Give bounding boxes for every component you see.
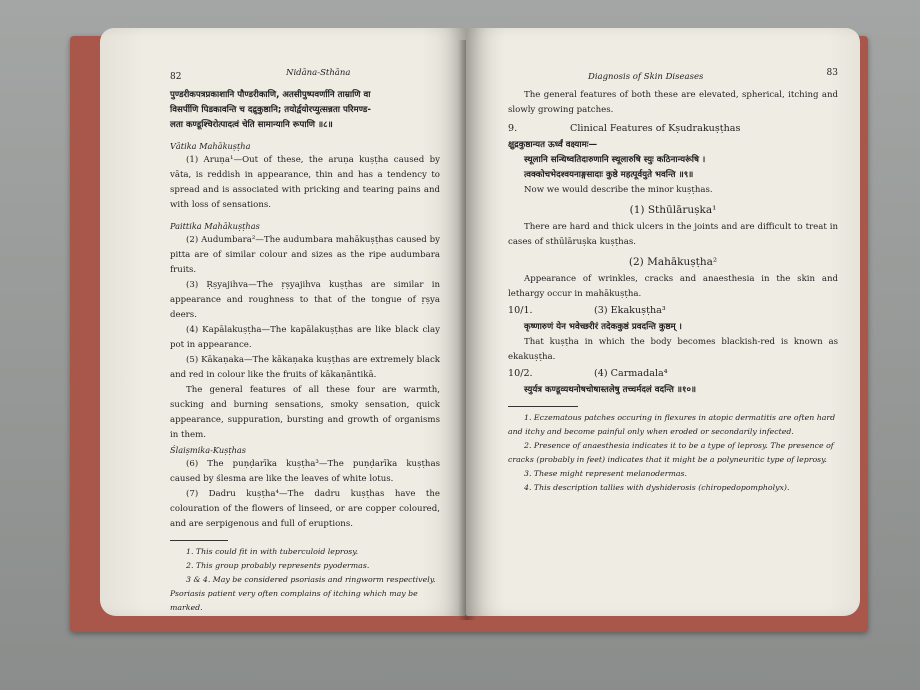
verse-label-row: [508, 302, 838, 320]
sanskrit-line: कृष्णारुणं येन भवेच्छरीरं तदेककुष्ठं प्रवदन्ति कुष्ठम् ।: [524, 322, 682, 332]
right-page: [466, 28, 860, 616]
right-page-header: [508, 66, 838, 88]
sanskrit-line: स्युर्यत्र कण्डूव्यथनोषचोषास्तलेषु तच्चर्मदलं वदन्ति ॥१०॥: [524, 385, 697, 395]
footnote: 3. These might represent melanodermas.: [524, 469, 687, 478]
paragraph: (7) Dadru kuṣṭha⁴—The dadru kuṣṭhas have the colouration of the flowers of linseed, or are copper coloured, and are serpigenous and full of eruptions.: [170, 489, 440, 529]
paragraph: (3) Ṛṣyajihva—The ṛṣyajihva kuṣṭhas are similar in appearance and roughness to that of the tongue of ṛṣya deers.: [170, 280, 440, 320]
sanskrit-line: क्षुद्रकुष्ठान्यत ऊर्ध्वं वक्ष्यामः—: [508, 140, 598, 150]
left-page-number: 82: [170, 72, 182, 82]
paragraph: Now we would describe the minor kuṣṭhas.: [524, 185, 713, 195]
paragraph: (2) Audumbara²—The audumbara mahākuṣṭhas caused by pitta are of similar colour and sizes as the ripe audumbara fruits.: [170, 235, 440, 275]
sub-heading: (2) Mahākuṣṭha²: [628, 256, 718, 268]
paragraph: That kuṣṭha in which the body becomes blackish-red is known as ekakuṣṭha.: [508, 337, 838, 362]
verse-label-row: [508, 365, 838, 383]
sub-heading: (4) Carmadala⁴: [594, 368, 668, 379]
footnote-rule: [170, 540, 228, 541]
footnote: 1. Eczematous patches occuring in flexures in atopic dermatitis are often hard and itchy and become painful only when eroded or secondarily infected.: [508, 413, 836, 436]
sanskrit-line: स्थूलानि सन्धिष्वतिदारुणानि स्थूलारुषि स्युः कठिनान्यरूंषि ।: [524, 155, 706, 165]
footnote: 2. This group probably represents pyodermas.: [186, 561, 370, 570]
sanskrit-line: लता कण्डूश्चिरोत्पादत्वं चेति सामान्यानि रूपाणि ॥८॥: [170, 120, 333, 130]
sub-heading: (1) Sthūlāruṣka¹: [629, 204, 717, 216]
paragraph: (5) Kākaṇaka—The kākaṇaka kuṣṭhas are extremely black and red in colour like the fruits of kākaṇāntikā.: [170, 355, 440, 380]
verse-label: 10/2.: [508, 368, 533, 379]
paragraph: (6) The puṇḍarīka kuṣṭha³—The puṇḍarīka kuṣṭhas caused by ślesma are like the leaves of white lotus.: [170, 459, 440, 484]
sanskrit-line: विसर्पीणि पिडकावन्ति च दद्रुकुष्ठानि; तयोर्द्वयोरप्युत्सन्नता परिमण्ड-: [170, 105, 371, 115]
section-title: Clinical Features of Kṣudrakuṣṭhas: [570, 123, 741, 134]
left-page: [100, 28, 466, 616]
paragraph: (1) Aruṇa¹—Out of these, the aruṇa kuṣṭha caused by vāta, is reddish in appearance, thin and has a tendency to spread and is associated with pricking and tearing pains and with loss of sensations.: [170, 155, 440, 210]
paragraph: The general features of all these four are warmth, sucking and burning sensations, smoky sensation, quick appearance, suppuration, bursting and growth of organisms in them.: [170, 385, 440, 440]
section-number: 9.: [508, 123, 518, 134]
section-heading: [508, 120, 838, 138]
right-running-head: Diagnosis of Skin Diseases: [588, 72, 704, 82]
verse-label: 10/1.: [508, 305, 533, 316]
footnote: 3 & 4. May be considered psoriasis and ringworm respectively. Psoriasis patient very often complains of itching which may be marked.: [170, 575, 436, 612]
left-running-head: Nidāna-Sthāna: [286, 68, 351, 78]
section-heading: Vātika Mahākuṣṭha: [170, 141, 251, 151]
footnote-rule: [508, 406, 578, 407]
footnote: 4. This description tallies with dyshiderosis (chiropedopompholyx).: [524, 483, 790, 492]
paragraph: There are hard and thick ulcers in the joints and are difficult to treat in cases of sthūlāruṣka kuṣṭhas.: [508, 222, 838, 247]
left-page-header: [170, 66, 440, 88]
section-heading: Ślaiṣmika-Kuṣṭhas: [170, 445, 246, 455]
paragraph: The general features of both these are elevated, spherical, itching and slowly growing patches.: [508, 90, 838, 115]
footnote: 2. Presence of anaesthesia indicates it to be a type of leprosy. The presence of cracks (probably in feet) indicates that it might be a polyneuritic type of leprosy.: [508, 441, 834, 464]
section-heading: Paittika Mahākuṣṭhas: [170, 221, 260, 231]
sanskrit-line: त्वक्कोचभेदश्वयनाङ्गसादाः कुष्ठे महत्पूर्वयुते भवन्ति ॥९॥: [524, 170, 694, 180]
paragraph: Appearance of wrinkles, cracks and anaesthesia in the skin and lethargy occur in mahākuṣṭha.: [508, 274, 838, 299]
paragraph: (4) Kapālakuṣṭha—The kapālakuṣṭhas are like black clay pot in appearance.: [170, 325, 440, 350]
sanskrit-line: पुण्डरीकपत्रप्रकाशानि पौण्डरीकाणि, अतसीपुष्पवर्णानि ताम्राणि वा: [170, 90, 371, 100]
sub-heading: (3) Ekakuṣṭha³: [594, 305, 666, 316]
footnote: 1. This could fit in with tuberculoid leprosy.: [186, 547, 359, 556]
right-page-number: 83: [826, 68, 838, 78]
